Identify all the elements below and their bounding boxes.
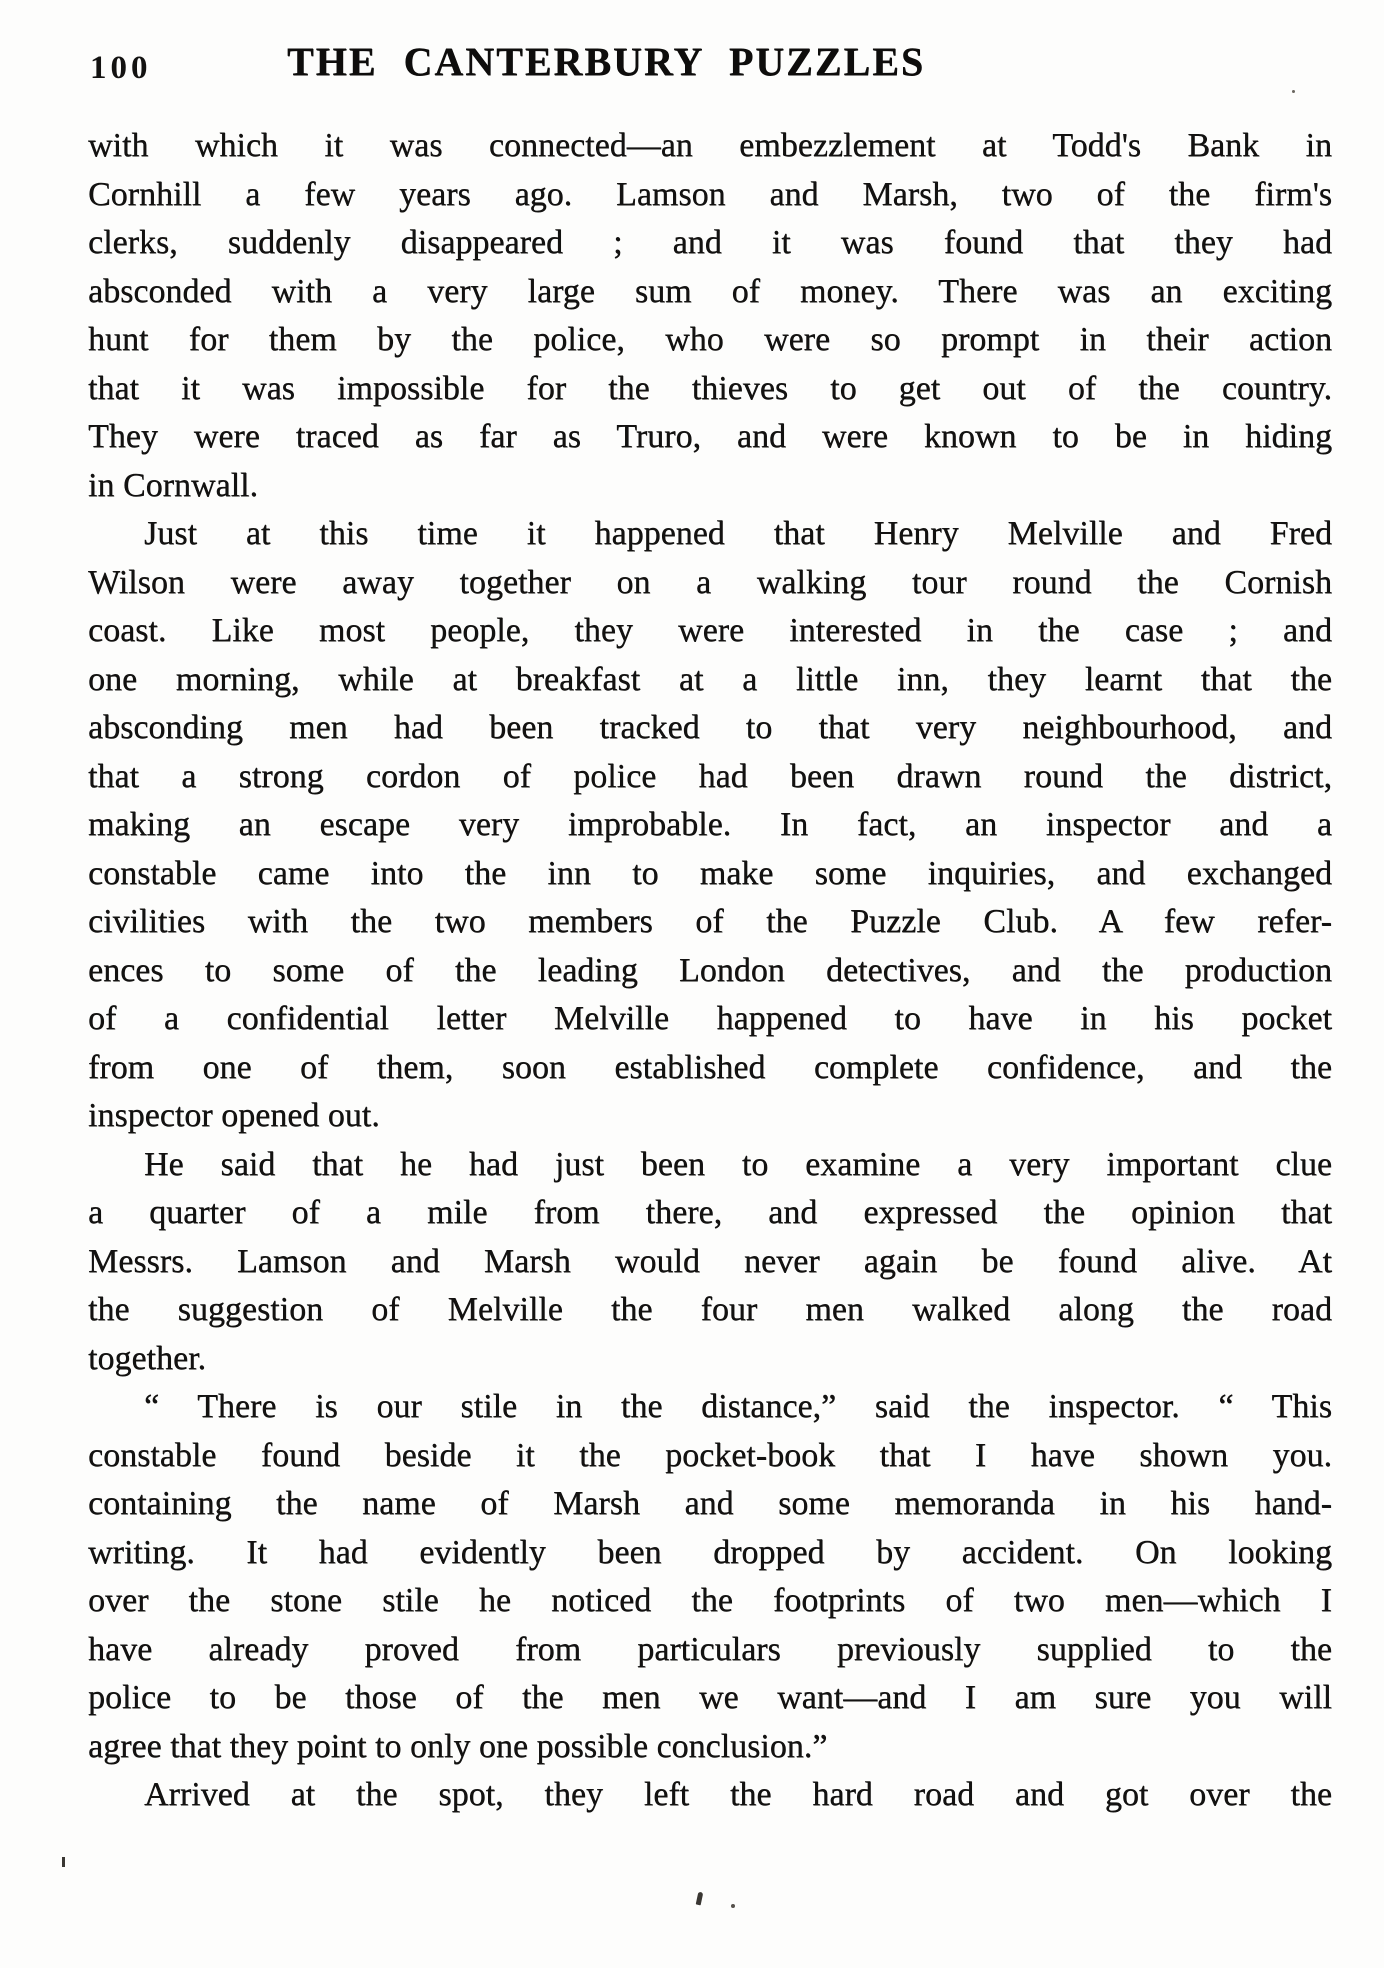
- running-title: THE CANTERBURY PUZZLES: [287, 39, 926, 84]
- text-line: agree that they point to only one possible conclusion.”: [88, 1727, 828, 1765]
- text-line: of a confidential letter Melville happened to have in his pocket: [88, 1000, 1332, 1037]
- page-number: 100: [90, 50, 152, 86]
- text-line: making an escape very improbable. In fact, an inspector and a: [88, 806, 1332, 843]
- text-line: absconding men had been tracked to that very neighbourhood, and: [88, 709, 1332, 746]
- text-line: coast. Like most people, they were interested in the case ; and: [88, 612, 1332, 649]
- text-line: from one of them, soon established complete confidence, and the: [88, 1048, 1332, 1086]
- text-line: that it was impossible for the thieves to get out of the country.: [88, 369, 1332, 407]
- text-line: one morning, while at breakfast at a little inn, they learnt that the: [88, 660, 1332, 698]
- text-line: a quarter of a mile from there, and expressed the opinion that: [88, 1194, 1332, 1231]
- text-line: “ There is our stile in the distance,” said the inspector. “ This: [144, 1388, 1332, 1425]
- text-line: with which it was connected—an embezzlement at Todd's Bank in: [88, 127, 1332, 164]
- text-line: They were traced as far as Truro, and were known to be in hiding: [88, 418, 1332, 455]
- text-line: Messrs. Lamson and Marsh would never again be found alive. At: [88, 1242, 1332, 1280]
- text-line: over the stone stile he noticed the footprints of two men—which I: [88, 1582, 1332, 1619]
- page-text: [88, 122, 1332, 1820]
- scan-artifact: [62, 1857, 65, 1867]
- text-line: clerks, suddenly disappeared ; and it was found that they had: [88, 224, 1332, 261]
- text-line: writing. It had evidently been dropped by accident. On looking: [88, 1533, 1332, 1571]
- text-line: ences to some of the leading London detectives, and the production: [88, 951, 1332, 989]
- text-line: Cornhill a few years ago. Lamson and Marsh, two of the firm's: [88, 175, 1332, 213]
- scan-artifact: [731, 1904, 735, 1908]
- text-line: containing the name of Marsh and some memoranda in his hand-: [88, 1485, 1332, 1522]
- text-line: the suggestion of Melville the four men walked along the road: [88, 1291, 1332, 1328]
- text-line: absconded with a very large sum of money. There was an exciting: [88, 272, 1332, 310]
- text-line: constable came into the inn to make some inquiries, and exchanged: [88, 854, 1332, 892]
- text-line: inspector opened out.: [88, 1097, 380, 1134]
- scan-artifact: [1292, 90, 1295, 93]
- text-line: hunt for them by the police, who were so prompt in their action: [88, 321, 1332, 358]
- text-line: Just at this time it happened that Henry Melville and Fred: [144, 515, 1332, 552]
- text-line: Arrived at the spot, they left the hard road and got over the: [144, 1776, 1332, 1813]
- text-line: in Cornwall.: [88, 466, 258, 504]
- text-line: have already proved from particulars previously supplied to the: [88, 1630, 1332, 1668]
- text-line: civilities with the two members of the Puzzle Club. A few refer-: [88, 903, 1332, 940]
- text-line: together.: [88, 1339, 207, 1377]
- text-line: constable found beside it the pocket-book that I have shown you.: [88, 1436, 1332, 1474]
- scan-artifact: [696, 1892, 704, 1906]
- text-line: that a strong cordon of police had been drawn round the district,: [88, 757, 1332, 795]
- text-line: He said that he had just been to examine a very important clue: [144, 1145, 1332, 1183]
- text-line: police to be those of the men we want—and I am sure you will: [88, 1679, 1332, 1716]
- text-line: Wilson were away together on a walking tour round the Cornish: [88, 563, 1332, 601]
